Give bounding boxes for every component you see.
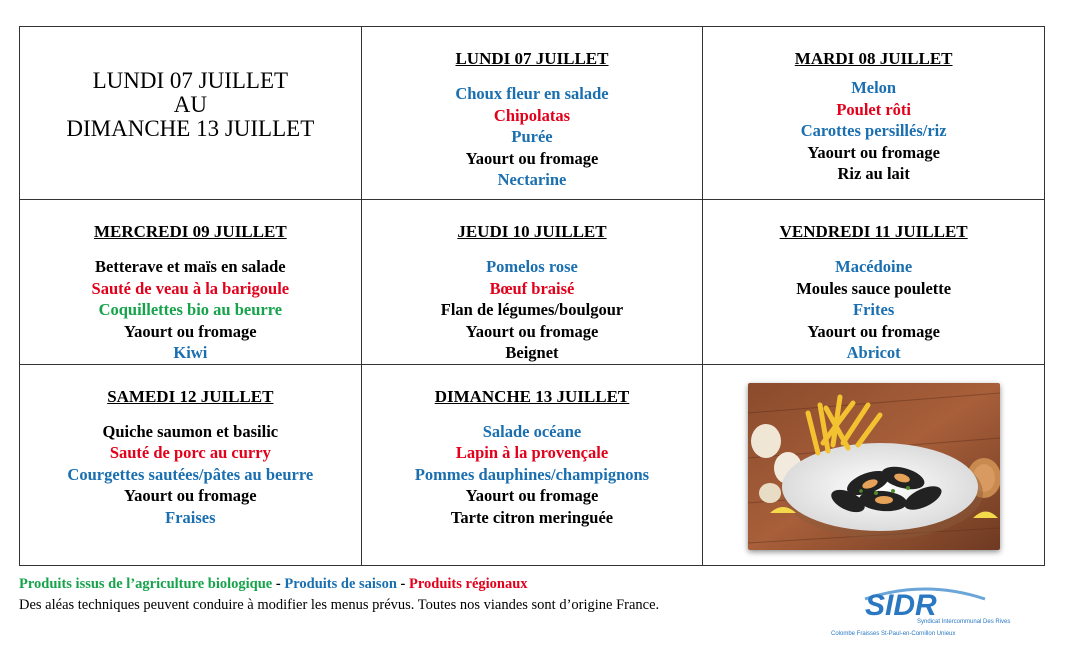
menu-item: Sauté de porc au curry [109, 443, 271, 462]
menu-item: Flan de légumes/boulgour [440, 300, 624, 319]
menu-item: Riz au lait [837, 164, 910, 183]
day-cell-jeudi [361, 200, 703, 365]
sidr-logo [825, 585, 1040, 645]
legend-regionaux: Produits régionaux [408, 576, 528, 592]
menu-item: Yaourt ou fromage [124, 486, 257, 505]
menu-item: Frites [853, 300, 895, 319]
menu-item: Pommes dauphines/champignons [414, 464, 650, 484]
menu-list [20, 421, 361, 529]
day-title: MERCREDI 09 JUILLET [93, 222, 287, 241]
day-title: JEUDI 10 JUILLET [457, 222, 607, 241]
menu-item: Lapin à la provençale [455, 443, 609, 462]
menu-item: Beignet [505, 343, 559, 362]
period-cell [20, 27, 362, 200]
logo-name: SIDR [865, 589, 937, 622]
day-cell-samedi [20, 364, 362, 565]
disclaimer-note: Des aléas techniques peuvent conduire à modifier les menus prévus. Toutes nos viandes sont d’origine France. [19, 597, 660, 613]
mussels-and-fries-photo [748, 383, 1000, 550]
menu-list [362, 256, 703, 364]
day-title: LUNDI 07 JUILLET [455, 49, 609, 68]
menu-item: Courgettes sautées/pâtes au beurre [67, 464, 314, 484]
day-cell-vendredi [703, 200, 1045, 365]
period-end: DIMANCHE 13 JUILLET [66, 116, 315, 141]
menu-item: Carottes persillés/riz [800, 121, 947, 140]
menu-item: Yaourt ou fromage [465, 486, 599, 505]
period-to: AU [173, 92, 207, 117]
menu-item: Pomelos rose [486, 257, 578, 276]
menu-item: Coquillettes bio au beurre [98, 300, 283, 319]
legend-separator: - [396, 576, 409, 592]
menu-item: Fraises [165, 507, 216, 527]
menu-item: Kiwi [173, 343, 208, 362]
menu-item: Choux fleur en salade [455, 84, 609, 103]
menu-list [703, 77, 1044, 185]
menu-item: Poulet rôti [836, 99, 911, 119]
day-cell-dimanche [361, 364, 703, 565]
menu-item: Quiche saumon et basilic [102, 421, 279, 441]
day-title: SAMEDI 12 JUILLET [107, 386, 274, 406]
legend [19, 576, 528, 593]
menu-item: Tarte citron meringuée [450, 507, 614, 527]
legend-saison: Produits de saison [284, 576, 397, 592]
day-cell-lundi [361, 27, 703, 200]
period-title [20, 27, 361, 141]
menu-list [362, 421, 703, 529]
day-cell-mercredi [20, 200, 362, 365]
legend-bio: Produits issus de l’agriculture biologique [19, 576, 273, 592]
menu-item: Yaourt ou fromage [465, 148, 599, 168]
menu-list [20, 256, 361, 364]
period-start: LUNDI 07 JUILLET [92, 68, 289, 93]
day-cell-mardi [703, 27, 1045, 200]
menu-table [19, 26, 1045, 566]
menu-list [362, 83, 703, 191]
menu-item: Melon [851, 78, 897, 97]
day-title: DIMANCHE 13 JUILLET [434, 386, 630, 406]
menu-item: Purée [511, 127, 553, 146]
legend-separator: - [272, 576, 285, 592]
day-title: MARDI 08 JUILLET [794, 49, 953, 68]
menu-item: Bœuf braisé [489, 278, 575, 298]
logo-line2: Colombe Fraisses St-Paul-en-Cornillon Unieux [831, 631, 956, 637]
menu-item: Abricot [846, 343, 901, 362]
menu-item: Betterave et maïs en salade [95, 257, 286, 276]
logo-line1: Syndicat Intercommunal Des Rives [917, 619, 1011, 625]
menu-item: Macédoine [835, 257, 913, 276]
menu-item: Sauté de veau à la barigoule [91, 278, 290, 298]
menu-list [703, 256, 1044, 364]
menu-item: Chipolatas [493, 105, 571, 125]
photo-cell [703, 364, 1045, 565]
menu-item: Moules sauce poulette [796, 278, 952, 298]
menu-item: Yaourt ou fromage [124, 321, 257, 341]
menu-item: Nectarine [497, 170, 567, 189]
menu-item: Yaourt ou fromage [465, 321, 599, 341]
menu-item: Yaourt ou fromage [807, 321, 940, 341]
menu-item: Salade océane [482, 421, 582, 441]
menu-item: Yaourt ou fromage [807, 142, 940, 162]
day-title: VENDREDI 11 JUILLET [779, 222, 968, 241]
